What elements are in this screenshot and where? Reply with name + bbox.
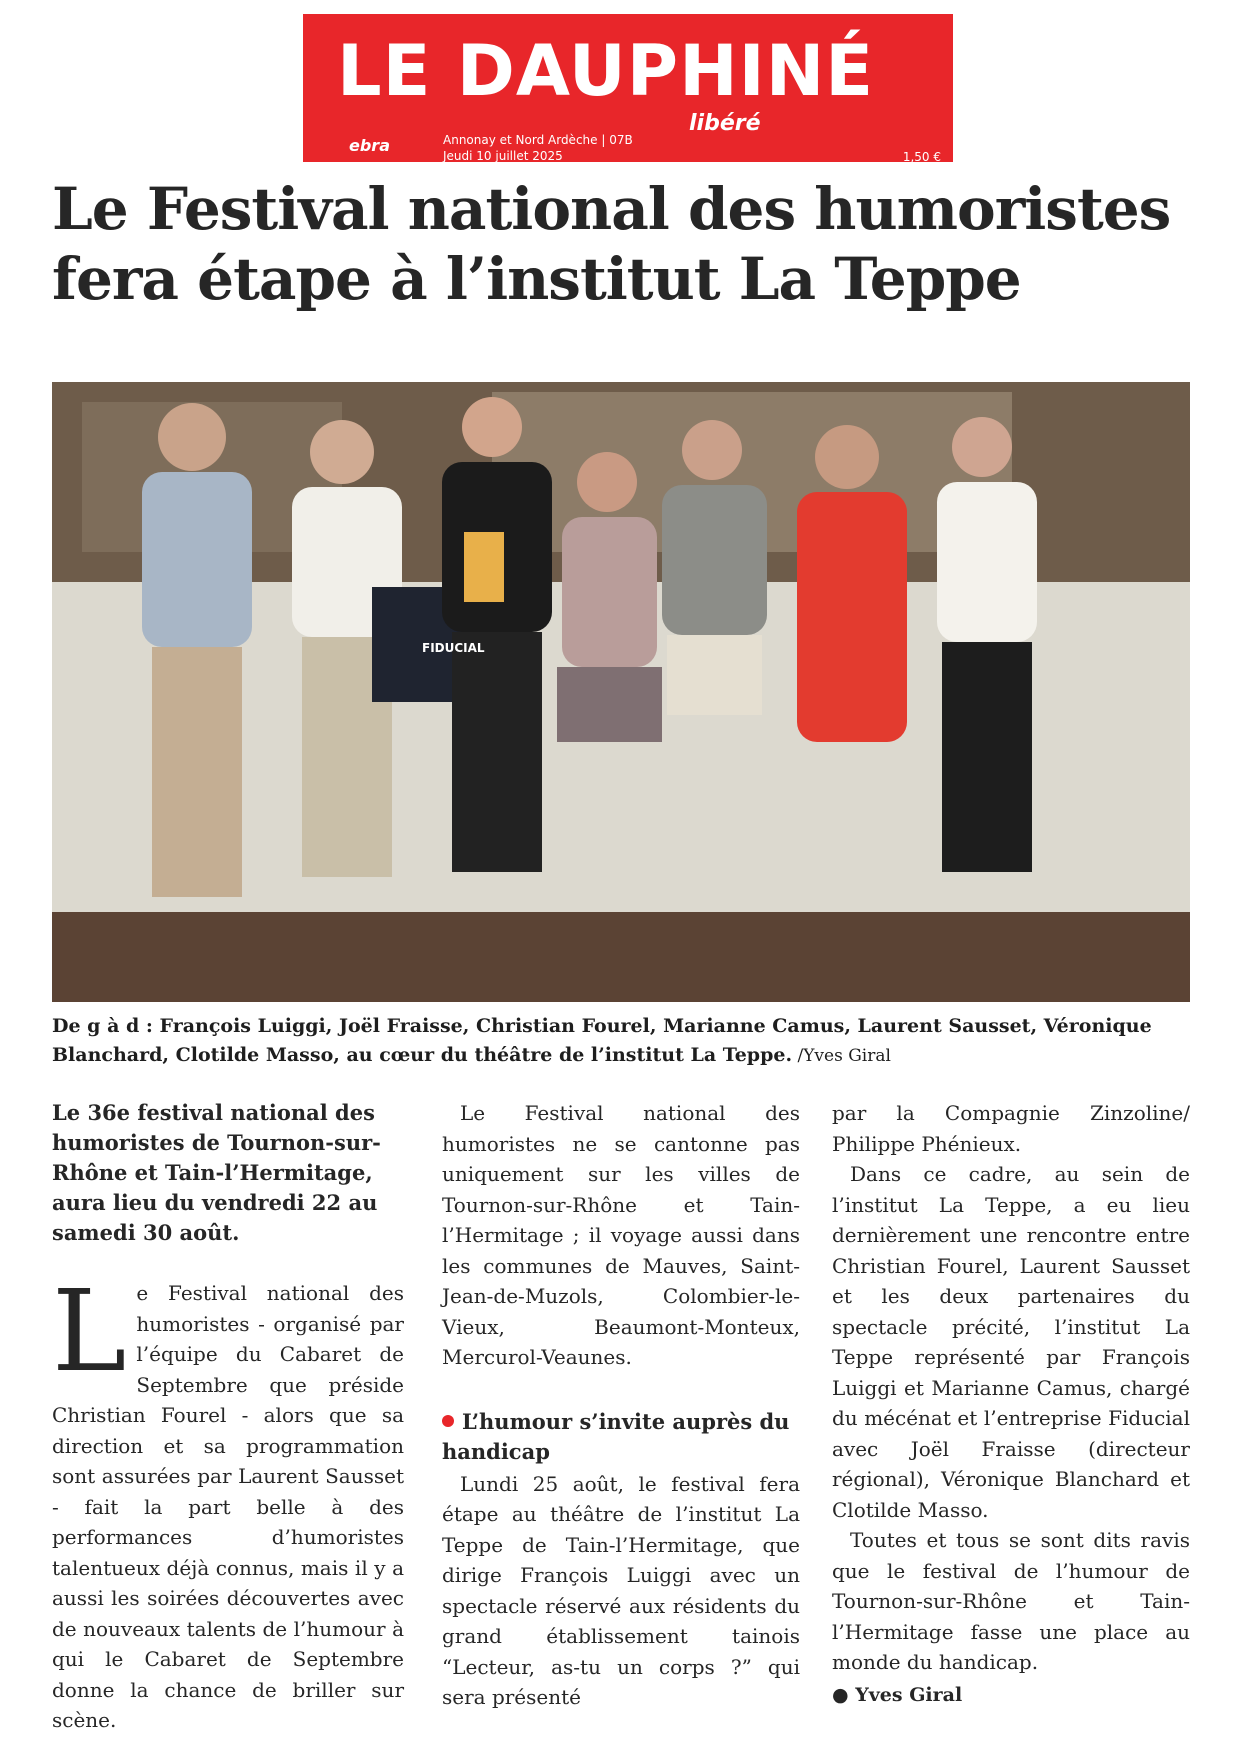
edition-line-1: Annonay et Nord Ardèche | 07B bbox=[443, 133, 633, 147]
price: 1,50 € bbox=[902, 150, 941, 164]
photo-caption bbox=[52, 1012, 1192, 1071]
article-subhead bbox=[442, 1407, 800, 1467]
paragraph-1: e Festival national des humoristes - organisé par l’équipe du Cabaret de Septembre que préside Christian Fourel - alors que sa direction et sa programmation sont assurées par Laurent Sausset - fait la part belle à des performances d’humoristes talentueux déjà connus, mais il y a aussi les soirées découvertes avec de nouveaux talents de l’humour à qui le Cabaret de Septembre donne la chance de briller sur scène. bbox=[52, 1281, 404, 1732]
article-body-1 bbox=[52, 1267, 404, 1736]
drop-cap: L bbox=[52, 1267, 127, 1397]
masthead bbox=[303, 14, 953, 162]
byline-name: Yves Giral bbox=[855, 1683, 963, 1706]
article-column-2 bbox=[442, 1098, 800, 1713]
newspaper-brand: LE DAUPHINÉ bbox=[337, 30, 875, 112]
fiducial-bag-text: FIDUCIAL bbox=[422, 641, 485, 655]
edition-date: Jeudi 10 juillet 2025 bbox=[443, 149, 563, 163]
newspaper-subbrand: libéré bbox=[689, 111, 761, 136]
photo-credit: /Yves Giral bbox=[792, 1046, 891, 1066]
article-column-3 bbox=[832, 1098, 1190, 1710]
paragraph-2: Le Festival national des humoristes ne se cantonne pas uniquement sur les villes de Tournon-sur-Rhône et Tain-l’Hermitage ; il voyage aussi dans les communes de Mauves, Saint-Jean-de-Muzols, Colombier-le-Vieux, Beaumont-Monteux, Mercurol-Veaunes. bbox=[442, 1101, 800, 1369]
article-photo bbox=[52, 382, 1190, 1002]
caption-text: De g à d : François Luiggi, Joël Fraisse, Christian Fourel, Marianne Camus, Laurent Sausset, Véronique Blanchard, Clotilde Masso, au cœur du théâtre de l’institut La Teppe. bbox=[52, 1015, 1152, 1066]
article-byline: ● Yves Giral bbox=[832, 1683, 963, 1706]
paragraph-3-continued: par la Compagnie Zinzoline/ Philippe Phénieux. bbox=[832, 1101, 1190, 1156]
article-headline: Le Festival national des humoristes fera étape à l’institut La Teppe bbox=[52, 175, 1171, 313]
article-lede: Le 36e festival national des humoristes de Tournon-sur-Rhône et Tain-l’Hermitage, aura lieu du vendredi 22 au samedi 30 août. bbox=[52, 1100, 381, 1245]
paragraph-3: Lundi 25 août, le festival fera étape au théâtre de l’institut La Teppe de Tain-l’Hermitage, que dirige François Luiggi avec un spectacle réservé aux résidents du grand établissement tainois “Lecteur, as-tu un corps ?” qui sera présenté bbox=[442, 1471, 800, 1709]
article-column-1 bbox=[52, 1098, 404, 1736]
paragraph-4: Dans ce cadre, au sein de l’institut La Teppe, a eu lieu dernièrement une rencontre entre Christian Fourel, Laurent Sausset et les deux partenaires du spectacle précité, l’institut La Teppe représenté par François Luiggi et Marianne Camus, chargé du mécénat et l’entreprise Fiducial avec Joël Fraisse (directeur régional), Véronique Blanchard et Clotilde Masso. bbox=[832, 1162, 1190, 1522]
subhead-text: L’humour s’invite auprès du handicap bbox=[442, 1408, 790, 1464]
edition-info bbox=[443, 132, 633, 164]
ebra-logo: ebra bbox=[349, 136, 390, 155]
red-bullet-icon bbox=[442, 1415, 454, 1427]
group-photo-illustration bbox=[52, 382, 1190, 1002]
paragraph-5: Toutes et tous se sont dits ravis que le festival de l’humour de Tournon-sur-Rhône et Tain-l’Hermitage fasse une place au monde du handicap. bbox=[832, 1528, 1190, 1674]
